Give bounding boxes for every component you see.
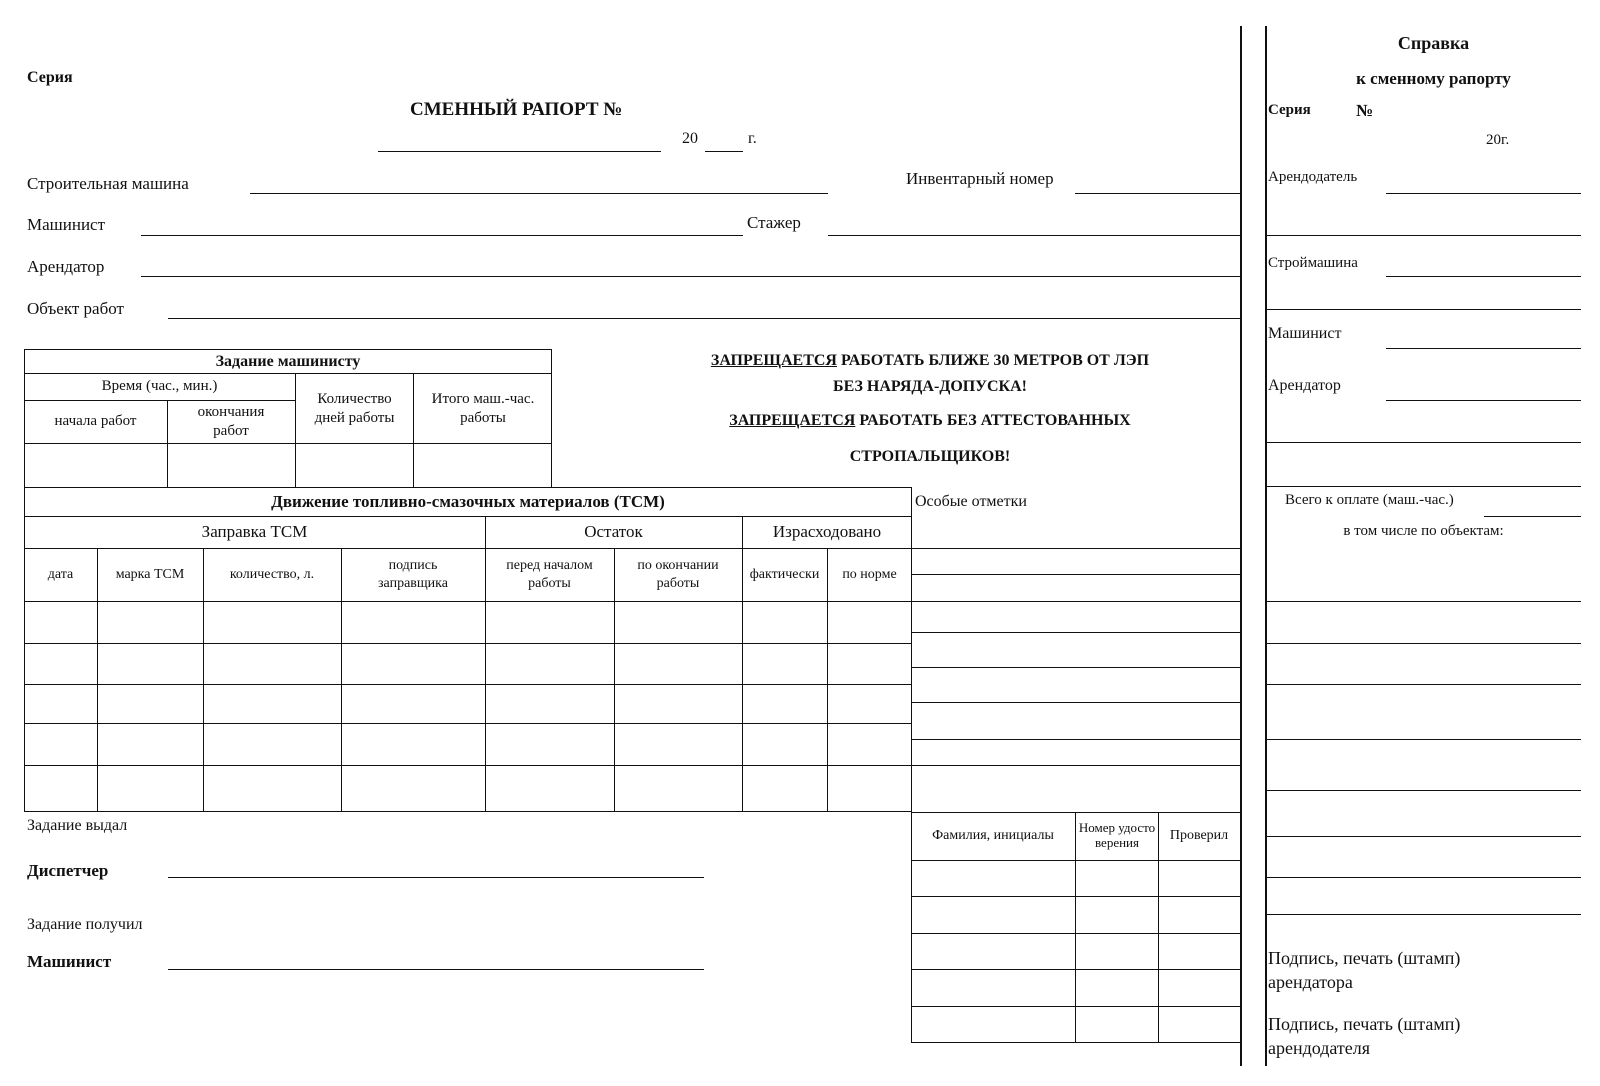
end-time-header: окончания работ xyxy=(197,403,265,439)
warning-2-rest: РАБОТАТЬ БЕЗ АТТЕСТОВАННЫХ xyxy=(859,412,1131,429)
stub-operator-line[interactable] xyxy=(1386,348,1581,349)
col-certificate-number: Номер удостоверения xyxy=(1078,820,1156,850)
col-full-name: Фамилия, инициалы xyxy=(932,827,1054,843)
col-refueler-signature: подпись заправщика xyxy=(378,557,448,591)
stub-sign-lessee: Подпись, печать (штамп) арендатора xyxy=(1268,948,1461,993)
page-title: СМЕННЫЙ РАПОРТ № xyxy=(410,99,623,120)
col-quantity: количество, л. xyxy=(229,566,315,582)
slinger-row[interactable] xyxy=(912,897,1239,933)
lessee-label: Арендатор xyxy=(27,257,105,276)
refuel-header: Заправка ТСМ xyxy=(201,522,308,542)
spent-header: Израсходовано xyxy=(772,522,882,542)
stub-subtitle: к сменному рапорту xyxy=(1356,69,1511,88)
fuel-row[interactable] xyxy=(25,766,911,811)
series-label: Серия xyxy=(27,69,73,86)
stub-title: Справка xyxy=(1397,33,1470,53)
stub-number-label: № xyxy=(1356,101,1374,120)
warning-2-line2: СТРОПАЛЬЩИКОВ! xyxy=(849,448,1011,465)
stub-total-label: Всего к оплате (маш.-час.) xyxy=(1285,492,1454,508)
stub-machine-line[interactable] xyxy=(1386,276,1581,277)
remainder-header: Остаток xyxy=(584,522,643,542)
operator-signature-label: Машинист xyxy=(27,952,112,971)
stub-series-label: Серия xyxy=(1268,102,1311,118)
col-actual: фактически xyxy=(749,566,820,582)
year-suffix: г. xyxy=(748,130,757,147)
special-marks-area[interactable] xyxy=(912,518,1238,811)
total-hours-header: Итого маш.-час. работы xyxy=(431,390,535,426)
stub-machine-label: Строймашина xyxy=(1268,255,1358,271)
slinger-row[interactable] xyxy=(912,934,1239,969)
trainee-label: Стажер xyxy=(747,213,801,232)
warning-1-rest: РАБОТАТЬ БЛИЖЕ 30 МЕТРОВ ОТ ЛЭП xyxy=(840,352,1150,369)
lessee-field-line[interactable] xyxy=(141,276,1240,277)
fuel-row[interactable] xyxy=(25,644,911,684)
slinger-row[interactable] xyxy=(912,861,1239,896)
stub-lessor-line[interactable] xyxy=(1386,193,1581,194)
stub-objects-area[interactable] xyxy=(1267,545,1580,913)
task-entry-start[interactable] xyxy=(24,444,167,488)
year-line[interactable] xyxy=(705,151,743,152)
col-after-work: по окончании работы xyxy=(637,557,719,591)
site-field-line[interactable] xyxy=(168,318,1240,319)
received-label: Задание получил xyxy=(27,916,143,933)
warning-1-strong: ЗАПРЕЩАЕТСЯ xyxy=(710,352,837,369)
warning-1 xyxy=(645,353,1215,369)
warning-1-line2: БЕЗ НАРЯДА-ДОПУСКА! xyxy=(833,378,1027,395)
stub-lessee-line[interactable] xyxy=(1386,400,1581,401)
col-date: дата xyxy=(47,566,74,582)
stub-by-objects-label: в том числе по объектам: xyxy=(1343,523,1504,539)
stub-total-line[interactable] xyxy=(1484,516,1581,517)
task-entry-end[interactable] xyxy=(168,444,295,488)
inventory-field-line[interactable] xyxy=(1075,193,1240,194)
stub-operator-label: Машинист xyxy=(1268,325,1342,342)
stub-lessee-label: Арендатор xyxy=(1268,377,1341,394)
col-checked: Проверил xyxy=(1169,827,1229,843)
machine-label: Строительная машина xyxy=(27,174,189,193)
fuel-row[interactable] xyxy=(25,602,911,643)
slinger-row[interactable] xyxy=(912,1007,1239,1042)
col-fuel-brand: марка ТСМ xyxy=(115,566,185,582)
year-prefix: 20 xyxy=(682,130,698,147)
task-table-title: Задание машинисту xyxy=(215,353,361,370)
fuel-table-title: Движение топливно-смазочных материалов (ТСМ) xyxy=(271,492,665,511)
tear-line-left xyxy=(1240,26,1242,1066)
fuel-row[interactable] xyxy=(25,724,911,765)
stub-year: 20г. xyxy=(1486,132,1510,148)
dispatcher-signature-line[interactable] xyxy=(168,877,704,878)
operator-signature-line[interactable] xyxy=(168,969,704,970)
fuel-row[interactable] xyxy=(25,685,911,723)
warning-2 xyxy=(645,413,1215,429)
task-entry-days[interactable] xyxy=(296,444,413,488)
site-label: Объект работ xyxy=(27,299,124,318)
issued-label: Задание выдал xyxy=(27,817,128,834)
trainee-field-line[interactable] xyxy=(828,235,1240,236)
inventory-label: Инвентарный номер xyxy=(906,169,1054,188)
date-line[interactable] xyxy=(378,151,661,152)
col-norm: по норме xyxy=(842,566,897,582)
task-entry-total[interactable] xyxy=(414,444,552,488)
operator-field-line[interactable] xyxy=(141,235,743,236)
slinger-row[interactable] xyxy=(912,970,1239,1006)
stub-sign-lessor: Подпись, печать (штамп) арендодателя xyxy=(1268,1014,1461,1059)
operator-label: Машинист xyxy=(27,215,106,234)
time-header: Время (час., мин.) xyxy=(101,378,218,395)
col-before-work: перед началом работы xyxy=(506,557,593,591)
days-header: Количество дней работы xyxy=(314,390,395,426)
machine-field-line[interactable] xyxy=(250,193,828,194)
stub-lessor-label: Арендодатель xyxy=(1268,169,1358,185)
warning-2-strong: ЗАПРЕЩАЕТСЯ xyxy=(729,412,856,429)
dispatcher-label: Диспетчер xyxy=(27,861,109,880)
start-time-header: начала работ xyxy=(54,413,137,430)
special-marks-label: Особые отметки xyxy=(915,493,1027,510)
